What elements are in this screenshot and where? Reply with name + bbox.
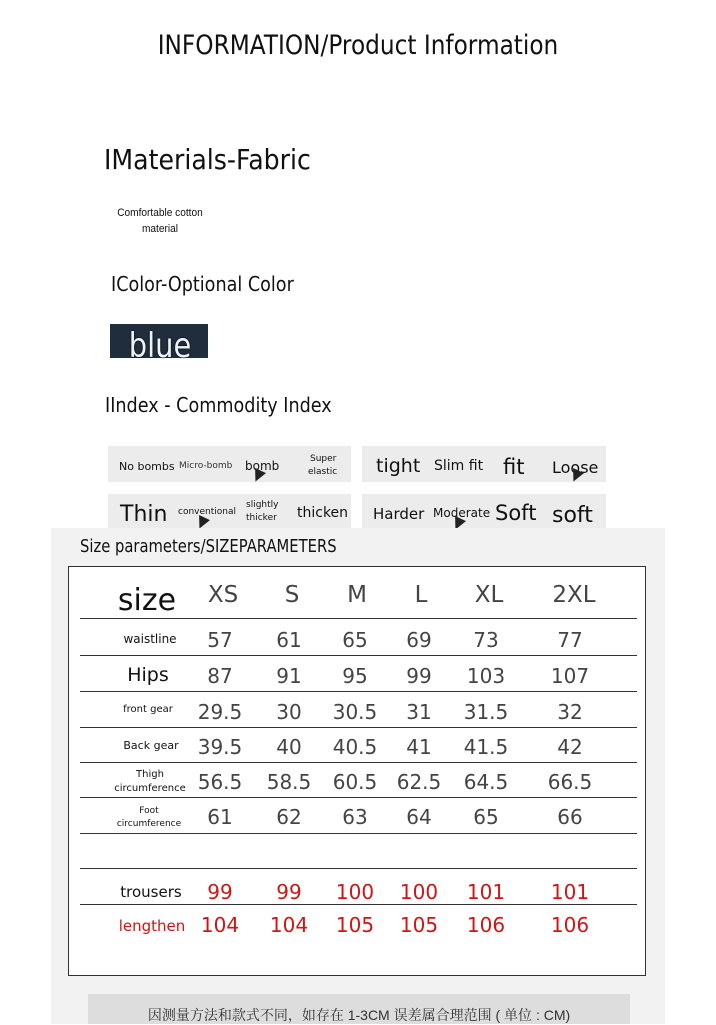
table-cell: 105: [335, 913, 375, 937]
table-cell: 32: [557, 700, 583, 724]
elasticity-option: No bombs: [119, 460, 175, 473]
table-cell: 60.5: [332, 770, 378, 794]
softness-option: Soft: [495, 501, 537, 525]
elasticity-option: elastic: [308, 467, 338, 477]
color-heading: IColor-Optional Color: [111, 272, 294, 296]
table-cell: 101: [466, 880, 506, 904]
table-cell: 77: [557, 628, 583, 652]
page-title: INFORMATION/Product Information: [157, 30, 559, 61]
table-cell: 106: [550, 913, 590, 937]
fit-index: [362, 446, 606, 482]
table-cell: 42: [557, 735, 583, 759]
table-cell: 100: [335, 880, 375, 904]
table-cell: 63: [342, 805, 368, 829]
table-cell: 64: [406, 805, 432, 829]
row-label: waistline: [123, 632, 177, 646]
fit-option: tight: [376, 455, 421, 477]
table-cell: 95: [342, 664, 368, 688]
table-cell: 99: [207, 880, 233, 904]
thickness-option: thicken: [297, 505, 349, 521]
elasticity-option: Super: [310, 454, 337, 464]
table-cell: 62: [276, 805, 302, 829]
table-cell: 101: [550, 880, 590, 904]
thickness-option: thicker: [246, 513, 277, 523]
thickness-option: Thin: [120, 502, 168, 527]
table-cell: 62.5: [396, 770, 442, 794]
table-cell: 57: [207, 628, 233, 652]
row-label: front gear: [123, 704, 173, 715]
table-cell: 61: [207, 805, 233, 829]
size-header: XS: [207, 582, 239, 608]
softness-option: Harder: [373, 505, 425, 523]
row-label: Back gear: [123, 739, 179, 752]
table-cell: 30.5: [332, 700, 378, 724]
table-divider: [80, 833, 637, 834]
table-cell: 107: [550, 664, 590, 688]
thickness-index: [108, 494, 351, 530]
materials-note: [114, 205, 206, 237]
size-chart-heading: Size parameters/SIZEPARAMETERS: [80, 536, 337, 557]
table-cell: 58.5: [266, 770, 312, 794]
row-label: Hips: [127, 664, 169, 686]
table-cell: 41.5: [463, 735, 509, 759]
table-cell: 66.5: [547, 770, 593, 794]
table-cell: 40.5: [332, 735, 378, 759]
softness-option: soft: [552, 503, 593, 528]
materials-heading: IMaterials-Fabric: [104, 143, 311, 176]
table-divider: [80, 904, 637, 905]
table-cell: 100: [399, 880, 439, 904]
table-cell: 65: [473, 805, 499, 829]
row-label-line: circumference: [114, 783, 186, 794]
color-swatch-label: blue: [128, 326, 192, 366]
table-divider: [80, 655, 637, 656]
table-divider: [80, 868, 637, 869]
softness-option: Moderate: [433, 506, 491, 520]
table-cell: 39.5: [197, 735, 243, 759]
thickness-option: slightly: [246, 500, 279, 510]
table-cell: 61: [276, 628, 302, 652]
size-header: L: [414, 582, 428, 608]
table-cell: 87: [207, 664, 233, 688]
table-cell: 99: [276, 880, 302, 904]
row-label-line: circumference: [116, 819, 182, 829]
table-cell: 31: [406, 700, 432, 724]
table-divider: [80, 618, 637, 619]
table-cell: 64.5: [463, 770, 509, 794]
fit-option: Slim fit: [434, 458, 484, 474]
elasticity-option: bomb: [245, 459, 280, 473]
size-header: XL: [474, 582, 504, 608]
table-divider: [80, 797, 637, 798]
table-cell: 73: [473, 628, 499, 652]
table-cell: 104: [269, 913, 309, 937]
table-cell: 105: [399, 913, 439, 937]
size-header: M: [347, 582, 367, 608]
table-cell: 66: [557, 805, 583, 829]
size-corner-label: size: [117, 583, 177, 618]
index-heading: IIndex - Commodity Index: [105, 393, 332, 417]
row-label: lengthen: [118, 917, 186, 935]
table-cell: 41: [406, 735, 432, 759]
elasticity-index: [108, 446, 351, 482]
table-cell: 29.5: [197, 700, 243, 724]
thickness-option: conventional: [178, 507, 236, 517]
materials-note-line1: Comfortable cotton: [117, 207, 203, 219]
table-cell: 40: [276, 735, 302, 759]
table-divider: [80, 691, 637, 692]
table-cell: 65: [342, 628, 368, 652]
row-label-line: Foot: [139, 806, 159, 816]
table-cell: 104: [200, 913, 240, 937]
fit-option: Loose: [552, 458, 599, 477]
table-cell: 56.5: [197, 770, 243, 794]
table-cell: 103: [466, 664, 506, 688]
measurement-note: 因测量方法和款式不同，如存在 1-3CM 误差属合理范围 ( 单位 : CM): [147, 1007, 571, 1023]
softness-index: [362, 494, 606, 530]
table-divider: [80, 762, 637, 763]
size-header: 2XL: [552, 582, 596, 608]
row-label-line: Thigh: [136, 769, 164, 780]
row-label: [100, 805, 198, 831]
row-label: trousers: [120, 883, 182, 901]
table-cell: 30: [276, 700, 302, 724]
table-cell: 106: [466, 913, 506, 937]
size-header: S: [284, 582, 300, 608]
elasticity-option: Micro-bomb: [179, 461, 233, 471]
table-cell: 99: [406, 664, 432, 688]
table-cell: 69: [406, 628, 432, 652]
table-cell: 31.5: [463, 700, 509, 724]
table-cell: 91: [276, 664, 302, 688]
table-divider: [80, 727, 637, 728]
row-label: [100, 768, 200, 796]
fit-option: fit: [503, 455, 525, 479]
materials-note-line2: material: [142, 223, 178, 235]
